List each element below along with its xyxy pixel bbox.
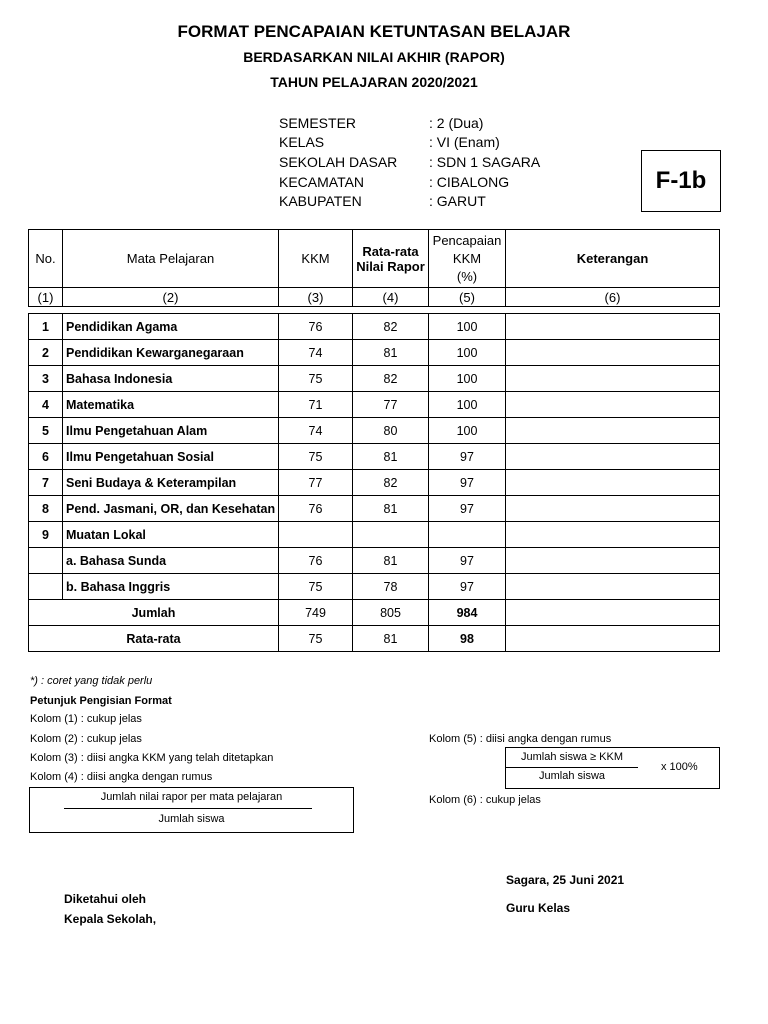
row-kkm: 71	[279, 392, 353, 418]
row-note	[506, 496, 720, 522]
row-note	[506, 548, 720, 574]
row-achievement: 97	[429, 548, 506, 574]
row-no: 3	[29, 366, 63, 392]
col-number: (6)	[506, 288, 720, 307]
row-achievement: 97	[429, 444, 506, 470]
formula-kolom5-divider	[506, 767, 638, 768]
row-kkm: 76	[279, 548, 353, 574]
col-number: (4)	[353, 288, 429, 307]
note-kolom6: Kolom (6) : cukup jelas	[429, 794, 541, 806]
signature-teacher: Guru Kelas	[506, 901, 571, 915]
row-subject: Muatan Lokal	[63, 522, 279, 548]
row-no	[29, 574, 63, 600]
formula-kolom4-denominator: Jumlah siswa	[158, 813, 225, 825]
header-achievement-line2: KKM	[452, 250, 482, 266]
row-subject: Ilmu Pengetahuan Alam	[63, 418, 279, 444]
signature-known-by: Diketahui oleh	[64, 892, 147, 906]
row-achievement: 100	[429, 418, 506, 444]
info-label: SEMESTER	[279, 115, 357, 131]
row-achievement	[429, 522, 506, 548]
formula-kolom4-box	[29, 787, 354, 833]
row-note	[506, 444, 720, 470]
total-label: Jumlah	[29, 600, 279, 626]
info-value: : VI (Enam)	[429, 134, 500, 150]
header-average-line1: Rata-rata	[362, 243, 419, 259]
header-achievement-line3: (%)	[456, 268, 478, 284]
row-note	[506, 314, 720, 340]
row-no	[29, 548, 63, 574]
row-kkm	[279, 522, 353, 548]
row-subject: Pendidikan Kewarganegaraan	[63, 340, 279, 366]
row-note	[506, 366, 720, 392]
total-achievement: 984	[429, 600, 506, 626]
row-no: 9	[29, 522, 63, 548]
row-average: 81	[353, 340, 429, 366]
document-title: FORMAT PENCAPAIAN KETUNTASAN BELAJAR	[177, 22, 571, 41]
row-average: 81	[353, 496, 429, 522]
row-average	[353, 522, 429, 548]
formula-kolom5-denominator: Jumlah siswa	[538, 770, 606, 782]
row-kkm: 74	[279, 418, 353, 444]
header-achievement-line1: Pencapaian	[432, 232, 502, 248]
row-kkm: 74	[279, 340, 353, 366]
table-row	[29, 392, 720, 418]
average-average: 81	[353, 626, 429, 652]
row-subject: Bahasa Indonesia	[63, 366, 279, 392]
table-row	[29, 496, 720, 522]
row-achievement: 100	[429, 366, 506, 392]
header-average-line2: Nilai Rapor	[356, 258, 425, 274]
row-achievement: 97	[429, 470, 506, 496]
row-subject: a. Bahasa Sunda	[63, 548, 279, 574]
document-year: TAHUN PELAJARAN 2020/2021	[270, 74, 478, 90]
row-no: 1	[29, 314, 63, 340]
row-kkm: 75	[279, 574, 353, 600]
formula-kolom5-box	[505, 747, 720, 789]
row-subject: b. Bahasa Inggris	[63, 574, 279, 600]
average-label: Rata-rata	[29, 626, 279, 652]
info-value: : GARUT	[429, 193, 486, 209]
row-subject: Pend. Jasmani, OR, dan Kesehatan	[63, 496, 279, 522]
row-no: 5	[29, 418, 63, 444]
col-number: (5)	[429, 288, 506, 307]
formula-kolom5-numerator: Jumlah siswa ≥ KKM	[520, 751, 623, 763]
row-subject: Ilmu Pengetahuan Sosial	[63, 444, 279, 470]
row-achievement: 100	[429, 314, 506, 340]
table-row	[29, 418, 720, 444]
info-value: : SDN 1 SAGARA	[429, 154, 541, 170]
col-number: (1)	[29, 288, 63, 307]
row-no: 4	[29, 392, 63, 418]
header-subject: Mata Pelajaran	[63, 230, 279, 288]
document-subtitle: BERDASARKAN NILAI AKHIR (RAPOR)	[243, 49, 505, 65]
total-row	[29, 600, 720, 626]
row-kkm: 77	[279, 470, 353, 496]
row-achievement: 100	[429, 340, 506, 366]
row-kkm: 76	[279, 496, 353, 522]
note-instructions-title: Petunjuk Pengisian Format	[30, 695, 172, 707]
total-note	[506, 600, 720, 626]
note-kolom2: Kolom (2) : cukup jelas	[30, 733, 142, 745]
average-row	[29, 626, 720, 652]
header-achievement	[429, 230, 506, 288]
signature-place-date: Sagara, 25 Juni 2021	[506, 873, 625, 887]
average-note	[506, 626, 720, 652]
note-kolom4: Kolom (4) : diisi angka dengan rumus	[30, 771, 213, 783]
info-value: : 2 (Dua)	[429, 115, 484, 131]
table-row	[29, 340, 720, 366]
table-row	[29, 444, 720, 470]
row-note	[506, 470, 720, 496]
row-note	[506, 418, 720, 444]
row-average: 77	[353, 392, 429, 418]
row-note	[506, 574, 720, 600]
total-kkm: 749	[279, 600, 353, 626]
signature-principal: Kepala Sekolah,	[64, 912, 157, 926]
info-label: KECAMATAN	[279, 174, 365, 190]
note-coret: *) : coret yang tidak perlu	[30, 675, 153, 687]
row-subject: Matematika	[63, 392, 279, 418]
info-value: : CIBALONG	[429, 174, 510, 190]
total-average: 805	[353, 600, 429, 626]
row-achievement: 100	[429, 392, 506, 418]
header-average	[353, 230, 429, 288]
note-kolom3: Kolom (3) : diisi angka KKM yang telah ditetapkan	[30, 752, 274, 764]
header-kkm: KKM	[279, 230, 353, 288]
info-label: KABUPATEN	[279, 193, 362, 209]
average-kkm: 75	[279, 626, 353, 652]
info-label: SEKOLAH DASAR	[279, 154, 398, 170]
row-no: 8	[29, 496, 63, 522]
table-row	[29, 314, 720, 340]
header-note: Keterangan	[506, 230, 720, 288]
row-subject: Pendidikan Agama	[63, 314, 279, 340]
table-row	[29, 366, 720, 392]
row-kkm: 76	[279, 314, 353, 340]
row-kkm: 75	[279, 444, 353, 470]
row-average: 81	[353, 444, 429, 470]
table-row	[29, 574, 720, 600]
note-kolom5: Kolom (5) : diisi angka dengan rumus	[429, 733, 612, 745]
row-no: 7	[29, 470, 63, 496]
table-header	[28, 229, 720, 307]
row-no: 6	[29, 444, 63, 470]
formula-kolom4-numerator: Jumlah nilai rapor per mata pelajaran	[100, 791, 283, 803]
row-note	[506, 392, 720, 418]
row-subject: Seni Budaya & Keterampilan	[63, 470, 279, 496]
row-average: 80	[353, 418, 429, 444]
row-achievement: 97	[429, 496, 506, 522]
note-kolom1: Kolom (1) : cukup jelas	[30, 713, 142, 725]
row-no: 2	[29, 340, 63, 366]
table-row	[29, 548, 720, 574]
row-average: 82	[353, 366, 429, 392]
form-code-box: F-1b	[641, 150, 721, 212]
col-number: (2)	[63, 288, 279, 307]
average-achievement: 98	[429, 626, 506, 652]
row-average: 78	[353, 574, 429, 600]
table-row	[29, 522, 720, 548]
formula-kolom4-divider	[64, 808, 312, 809]
row-average: 82	[353, 314, 429, 340]
formula-kolom5-multiplier: x 100%	[661, 761, 698, 773]
row-average: 81	[353, 548, 429, 574]
row-note	[506, 522, 720, 548]
row-note	[506, 340, 720, 366]
info-label: KELAS	[279, 134, 325, 150]
col-number: (3)	[279, 288, 353, 307]
row-average: 82	[353, 470, 429, 496]
header-no: No.	[29, 230, 63, 288]
table-body	[28, 313, 720, 652]
table-row	[29, 470, 720, 496]
row-achievement: 97	[429, 574, 506, 600]
row-kkm: 75	[279, 366, 353, 392]
